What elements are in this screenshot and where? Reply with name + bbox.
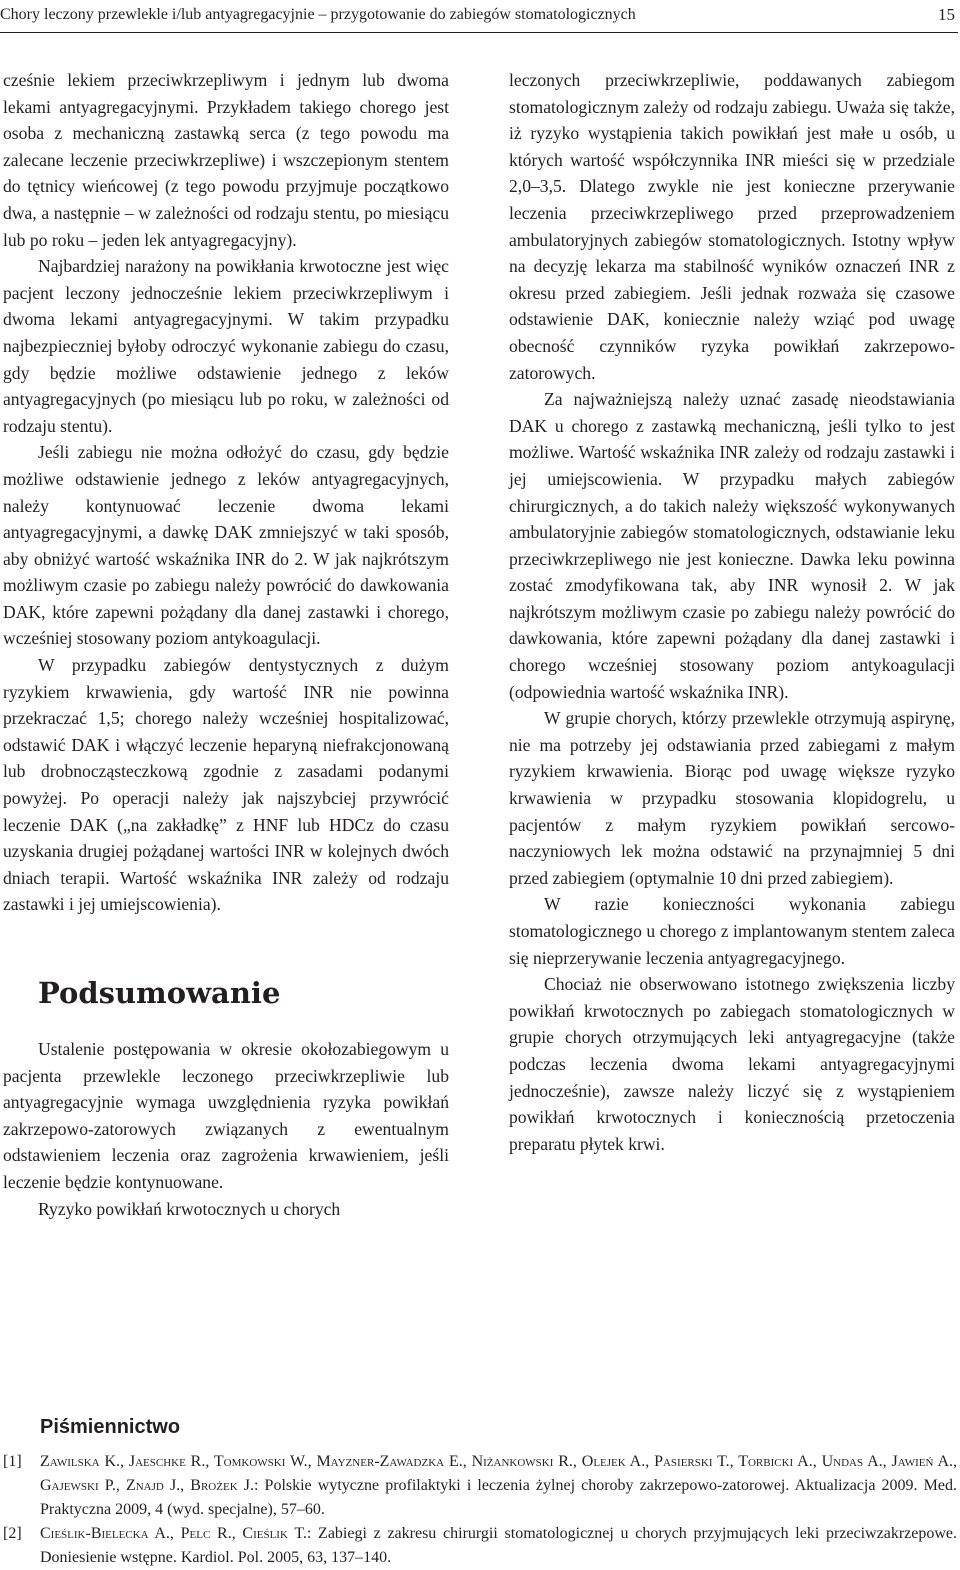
reference-item (3, 1522, 957, 1570)
paragraph: Najbardziej narażony na powikłania krwotoczne jest więc pacjent leczony jednocześnie lekiem przeciwkrzepliwym i dwoma lekami antyagregacyjnymi. W takim przypadku najbezpieczniej byłoby odroczyć wykonanie zabiegu do czasu, gdy będzie możliwe odstawienie jednego z leków antyagregacyjnych (po miesiącu lub po roku, w zależności od rodzaju stentu). (3, 256, 449, 436)
left-column (3, 67, 449, 1222)
header-divider (0, 32, 958, 33)
paragraph: leczonych przeciwkrzepliwie, poddawanych zabiegom stomatologicznym zależy od rodzaju zabiegu. Uważa się także, iż ryzyko wystąpienia takich powikłań jest małe u osób, u których wartość współczynnika INR mieści się w przedziale 2,0–3,5. Dlatego zwykle nie jest konieczne przerywanie leczenia przeciwkrzepliwego przed przeprowadzeniem ambulatoryjnych zabiegów stomatologicznych. Istotny wpływ na decyzję lekarza ma stabilność wyników oznaczeń INR z okresu przed zabiegiem. Jeśli jednak rozważa się czasowe odstawienie DAK, koniecznie należy wziąć pod uwagę obecność czynników ryzyka powikłań zakrzepowo-zatorowych. (509, 70, 955, 383)
paragraph: Jeśli zabiegu nie można odłożyć do czasu, gdy będzie możliwe odstawienie jednego z leków antyagregacyjnych, należy kontynuować leczenie dwoma lekami antyagregacyjnymi, a dawkę DAK zmniejszyć w taki sposób, aby obniżyć wartość wskaźnika INR do 2. W jak najkrótszym możliwym czasie po zabiegu należy powrócić do dawkowania DAK, które zapewni pożądany dla danej zastawki i chorego, wcześniej stosowany poziom antykoagulacji. (3, 442, 449, 649)
reference-number: [1] (3, 1453, 22, 1470)
paragraph: W razie konieczności wykonania zabiegu stomatologicznego u chorego z implantowanym stentem zaleca się nieprzerywanie leczenia antyagregacyjnego. (509, 894, 955, 968)
section-title: Podsumowanie (38, 976, 281, 1010)
reference-authors: Zawilska K., Jaeschke R., Tomkowski W., Mayzner-Zawadzka E., Niżankowski R., Olejek A., Pasierski T., Torbicki A., Undas A., Jawień A., Gajewski P., Znajd J., Brożek J. (40, 1453, 957, 1494)
paragraph: Ustalenie postępowania w okresie okołozabiegowym u pacjenta przewlekle leczonego przeciwkrzepliwie lub antyagregacyjnie wymaga uwzględnienia ryzyka powikłań zakrzepowo-zatorowych związanych z ewentualnym odstawieniem leczenia oraz zagrożenia krwawieniem, jeśli leczenie będzie kontynuowane. (3, 1039, 449, 1192)
right-column (509, 67, 955, 1157)
paragraph: W przypadku zabiegów dentystycznych z dużym ryzykiem krwawienia, gdy wartość INR nie powinna przekraczać 1,5; chorego należy wcześniej hospitalizować, odstawić DAK i włączyć leczenie heparyną niefrakcjonowaną lub drobnocząsteczkową zgodnie z zasadami podanymi powyżej. Po operacji należy jak najszybciej przywrócić leczenie DAK („na zakładkę” z HNF lub HDCz do czasu uzyskania drugiej pożądanej wartości INR w kolejnych dwóch dniach terapii. Wartość wskaźnika INR zależy od rodzaju zastawki i jej umiejscowienia). (3, 655, 449, 915)
reference-details: : Zabiegi z zakresu chirurgii stomatologicznej u chorych przyjmujących leki przeciwzakrzepowe. Doniesienie wstępne. Kardiol. Pol. 2005, 63, 137–140. (40, 1525, 958, 1566)
paragraph: Ryzyko powikłań krwotocznych u chorych (38, 1198, 341, 1219)
reference-number: [2] (3, 1525, 22, 1542)
paragraph: cześnie lekiem przeciwkrzepliwym i jednym lub dwoma lekami antyagregacyjnymi. Przykładem takiego chorego jest osoba z mechaniczną zastawką serca (z tego powodu ma zalecane leczenie przeciwkrzepliwe) i wszczepionym stentem do tętnicy wieńcowej (z tego powodu przyjmuje początkowo dwa, a następnie – w zależności od rodzaju stentu, po miesiącu lub po roku – jeden lek antyagregacyjny). (3, 70, 449, 250)
running-title: Chory leczony przewlekle i/lub antyagregacyjnie – przygotowanie do zabiegów stomatologicznych (0, 6, 636, 23)
reference-authors: Cieślik-Bielecka A., Pelc R., Cieślik T. (40, 1525, 307, 1542)
paragraph: W grupie chorych, którzy przewlekle otrzymują aspirynę, nie ma potrzeby jej odstawiania przed zabiegami z małym ryzykiem krwawienia. Biorąc pod uwagę większe ryzyko krwawienia w przypadku stosowania klopidogrelu, u pacjentów z małym ryzykiem powikłań sercowo-naczyniowych lek można odstawić na przynajmniej 5 dni przed zabiegiem (optymalnie 10 dni przed zabiegiem). (509, 708, 955, 888)
paragraph: Chociaż nie obserwowano istotnego zwiększenia liczby powikłań krwotocznych po zabiegach stomatologicznych w grupie chorych otrzymujących leki antyagregacyjne (także podczas leczenia dwoma lekami antyagregacyjnymi jednocześnie), zawsze należy liczyć się z wystąpieniem powikłań krwotocznych i koniecznością przetoczenia preparatu płytek krwi. (509, 974, 955, 1154)
page-number: 15 (938, 5, 955, 24)
paragraph: Za najważniejszą należy uznać zasadę nieodstawiania DAK u chorego z zastawką mechaniczną, jeśli tylko to jest możliwe. Wartość wskaźnika INR zależy od rodzaju zastawki i jej umiejscowienia. W przypadku małych zabiegów chirurgicznych, a do takich należy większość wykonywanych ambulatoryjnie zabiegów stomatologicznych, odstawianie leku przeciwkrzepliwego nie jest konieczne. Dawka leku powinna zostać zmodyfikowana tak, aby INR wynosił 2. W jak najkrótszym możliwym czasie po zabiegu należy powrócić do dawkowania, które zapewni pożądany dla danej zastawki i chorego wcześniej stosowany poziom antykoagulacji (odpowiednia wartość wskaźnika INR). (509, 389, 955, 702)
reference-item (3, 1450, 957, 1522)
references-list (3, 1450, 957, 1570)
reference-details: : Polskie wytyczne profilaktyki i leczenia żylnej choroby zakrzepowo-zatorowej. Aktualizacja 2009. Med. Praktyczna 2009, 4 (wyd. specjalne), 57–60. (40, 1477, 957, 1518)
references-title: Piśmiennictwo (40, 1416, 181, 1438)
